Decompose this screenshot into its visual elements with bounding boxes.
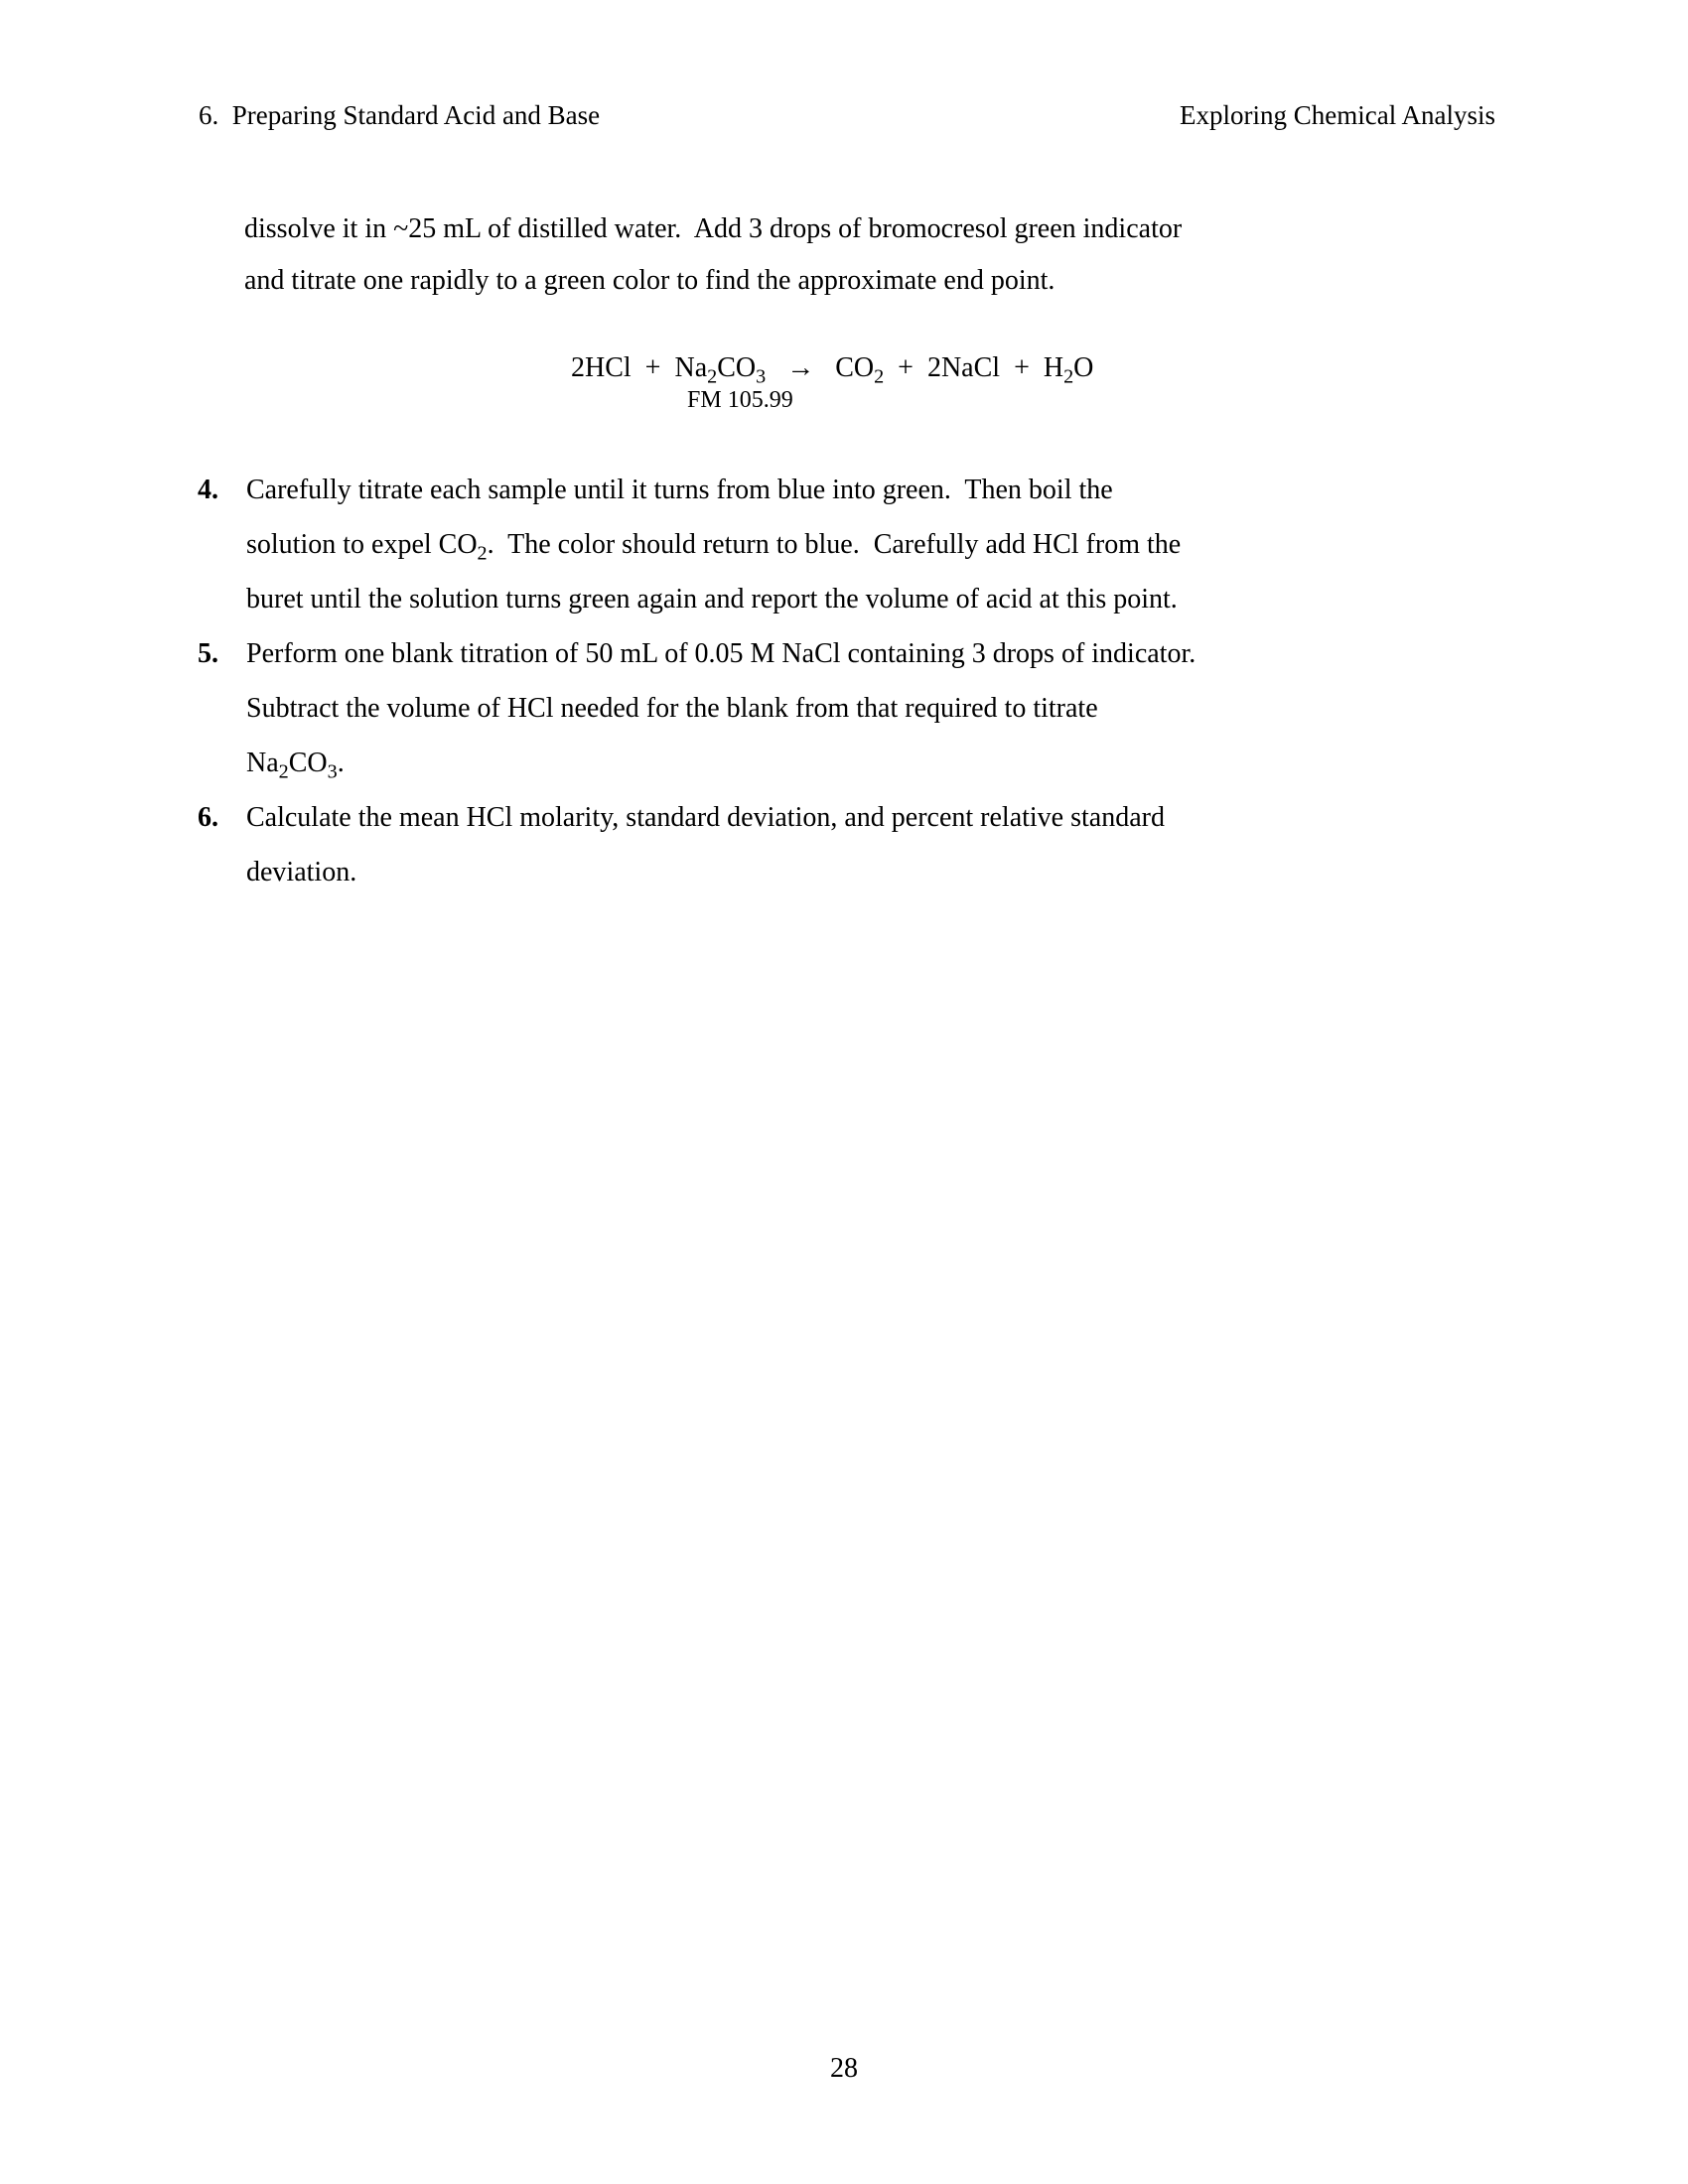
list-item-6-line-2 [246,859,356,887]
chemical-equation-segment: → CO [766,352,875,383]
chemical-equation-segment: 2 [874,365,885,388]
chemical-equation-segment: + 2NaCl + H [884,352,1064,383]
paragraph-line-2 [244,267,1055,295]
paragraph-line-2-segment: and titrate one rapidly to a green color to find the approximate end point. [244,265,1055,296]
chemical-equation-segment: 2 [707,365,718,388]
list-item-5-line-3-segment: 2 [278,760,289,783]
list-item-4-line-1-segment: Carefully titrate each sample until it turns from blue into green. Then boil the [246,475,1113,505]
list-item-5-line-1-segment: 5. [198,638,218,669]
list-item-5-line-3-segment: CO [288,748,328,778]
list-item-5-line-1-segment: Perform one blank titration of 50 mL of 0.05 M NaCl containing 3 drops of indicator. [246,638,1196,669]
chemical-equation-segment: 3 [756,365,767,388]
chemical-equation-segment: 2 [1063,365,1074,388]
list-item-4-line-2-segment: solution to expel CO [246,529,478,560]
list-item-4-line-2-segment: . The color should return to blue. Carefully add HCl from the [487,529,1182,560]
header-running-title: 6. Preparing Standard Acid and Base [199,100,601,130]
list-item-6-line-2-segment: deviation. [246,857,357,887]
list-item-6-line-1 [198,804,1165,832]
chemical-equation-segment: 2HCl + Na [571,352,708,383]
list-item-5-line-2-segment: Subtract the volume of HCl needed for the blank from that required to titrate [246,693,1098,724]
paragraph-line-1-segment: dissolve it in ~25 mL of distilled water. Add 3 drops of bromocresol green indicator [244,213,1183,244]
list-item-4-line-2 [246,529,1182,565]
chemical-equation-segment: O [1073,352,1094,383]
list-item-5-line-3-segment: Na [246,748,279,778]
paragraph-line-1 [244,215,1182,243]
formula-mass-label-segment: FM 105.99 [687,387,793,413]
list-item-6-line-1-segment: Calculate the mean HCl molarity, standard deviation, and percent relative standard [246,802,1165,833]
list-item-4-line-1 [198,477,1113,504]
list-item-4-line-2-segment: 2 [477,542,488,565]
list-item-5-line-1 [198,640,1196,668]
chemical-equation [571,352,1094,388]
list-item-6-line-1-segment: 6. [198,802,218,833]
list-item-5-line-3-segment: . [337,748,345,778]
list-item-4-line-1-segment: 4. [198,475,218,505]
header-book-title: Exploring Chemical Analysis [1180,100,1495,130]
list-item-4-line-3-segment: buret until the solution turns green again and report the volume of acid at this point. [246,584,1178,614]
list-item-5-line-3-segment: 3 [327,760,338,783]
chemical-equation-segment: CO [717,352,757,383]
list-item-5-line-3 [246,748,345,783]
list-item-4-line-3 [246,586,1178,614]
page-number: 28 [830,2053,858,2084]
list-item-5-line-2 [246,695,1098,723]
formula-mass-label [687,388,793,412]
